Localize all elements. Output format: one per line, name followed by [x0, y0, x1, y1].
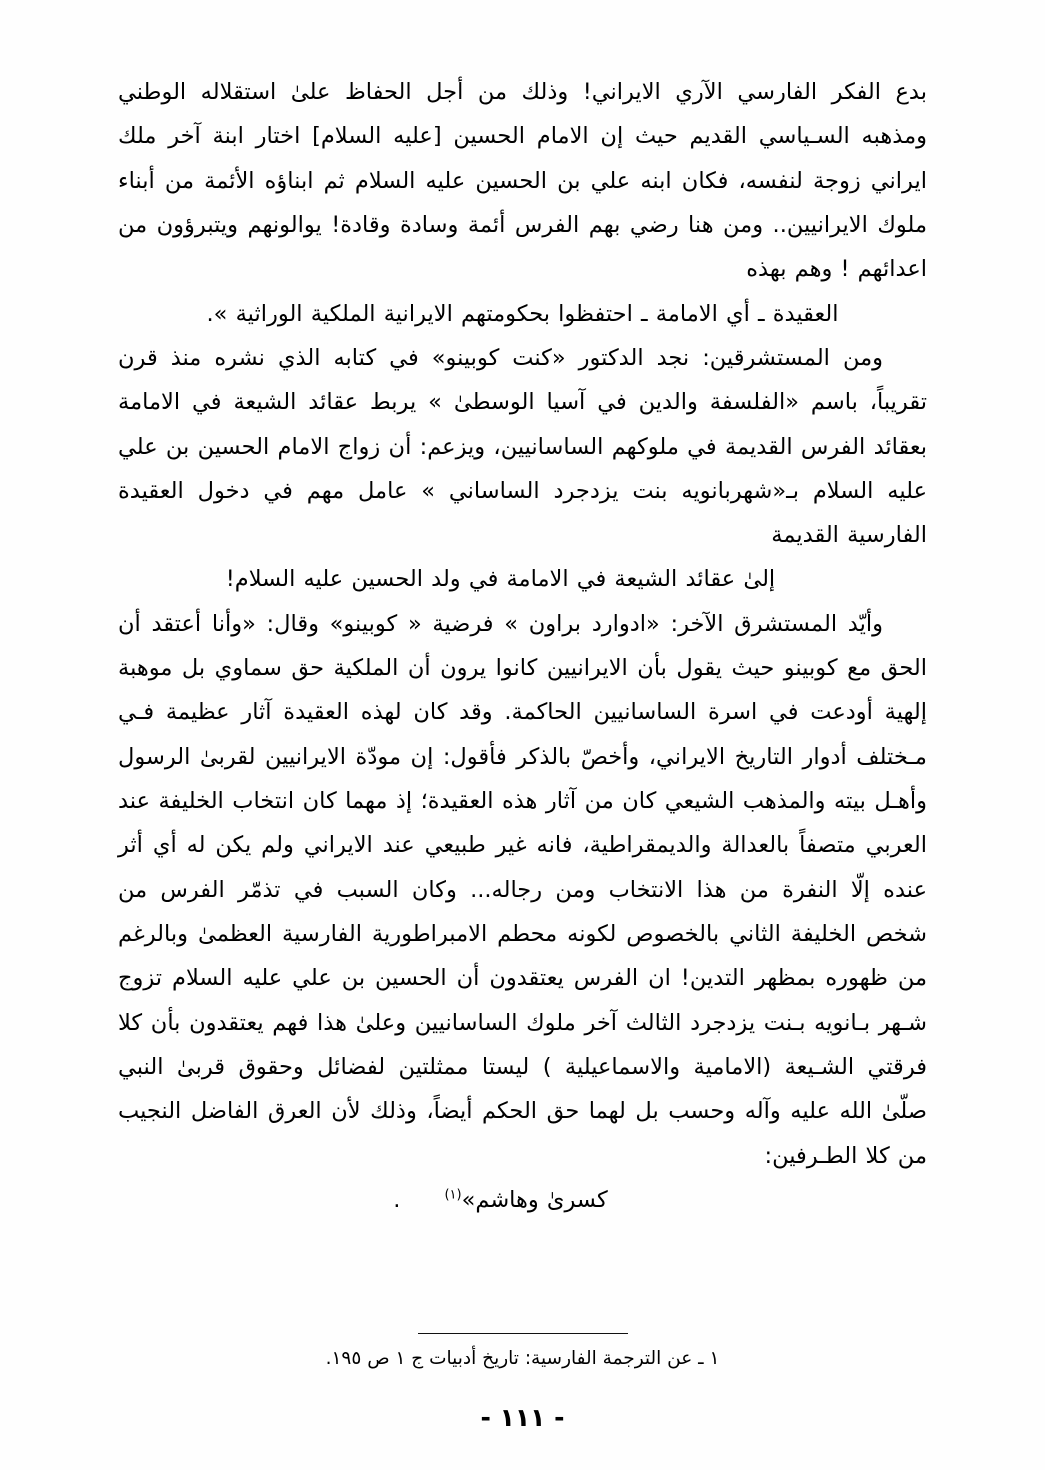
paragraph-1-text: بدع الفكر الفارسي الآري الايراني! وذلك من أجل الحفاظ علىٰ استقلاله الوطني ومذهبه السـياسي القديم حيث إن الامام الحسين [عليه السلام] اختار ابنة آخر ملك ايراني زوجة لنفسه، فكان ابنه علي بن الحسين عليه السلام ثم ابناؤه الأئمة من أبناء ملوك الايرانيين.. ومن هنا رضي بهم الفرس أئمة وسادة وقادة! يوالونهم ويتبرؤون من اعدائهم ! وهم بهذه: [118, 79, 927, 283]
page-body: [118, 70, 927, 1222]
footnote-divider: [418, 1333, 628, 1334]
paragraph-3-last-line: [118, 1178, 927, 1222]
paragraph-2: [118, 336, 927, 602]
footnote-text: ١ ـ عن الترجمة الفارسية: تاريخ أدبيات ج ١ ص ١٩٥.: [325, 1348, 720, 1370]
paragraph-1-last-line: العقيدة ـ أي الامامة ـ احتفظوا بحكومتهم الايرانية الملكية الوراثية ».: [206, 300, 839, 327]
paragraph-3: [118, 602, 927, 1222]
paragraph-2-text: ومن المستشرقين: نجد الدكتور «كنت كوبينو» في كتابه الذي نشره منذ قرن تقريباً، باسم «الفلسفة والدين في آسيا الوسطىٰ » يربط عقائد الشيعة في الامامة بعقائد الفرس القديمة في ملوكهم الساسانيين، ويزعم: أن زواج الامام الحسين بن علي عليه السلام بـ«شهربانويه بنت يزدجرد الساساني » عامل مهم في دخول العقيدة الفارسية القديمة: [118, 344, 927, 549]
paragraph-3-tail: .: [393, 1186, 401, 1213]
footnote-marker: (١): [444, 1187, 462, 1203]
paragraph-1: [118, 70, 927, 336]
page-number: - ١١١ -: [480, 1403, 565, 1432]
paragraph-2-last-line: إلىٰ عقائد الشيعة في الامامة في ولد الحسين عليه السلام!: [225, 566, 776, 593]
paragraph-3-text: وأيّد المستشرق الآخر: «ادوارد براون » فرضية « كوبينو» وقال: «وأنا أعتقد أن الحق مع كوبينو حيث يقول بأن الايرانيين كانوا يرون أن الملكية حق سماوي بل موهبة إلهية أودعت في اسرة الساسانيين الحاكمة. وقد كان لهذه العقيدة آثار عظيمة فـي مـختلف أدوار التاريخ الايراني، وأخصّ بالذكر فأقول: إن مودّة الايرانيين لقربىٰ الرسول وأهـل بيته والمذهب الشيعي كان من آثار هذه العقيدة؛ إذ مهما كان انتخاب الخليفة عند العربي متصفاً بالعدالة والديمقراطية، فانه غير طبيعي عند الايراني ولم يكن له أي أثر عنده إلّا النفرة من هذا الانتخاب ومن رجاله... وكان السبب في تذمّر الفرس من شخص الخليفة الثاني بالخصوص لكونه محطم الامبراطورية الفارسية العظمىٰ وبالرغم من ظهوره بمظهر التدين! ان الفرس يعتقدون أن الحسين بن علي عليه السلام تزوج شـهر بـانويه بـنت يزدجرد الثالث آخر ملوك الساسانيين وعلىٰ هذا فهم يعتقدون بأن كلا فرقتي الشـيعة (الامامية والاسماعيلية ) ليستا ممثلتين لفضائل وحقوق قربىٰ النبي صلّىٰ الله عليه وآله وحسب بل لهما حق الحكم أيضاً، وذلك لأن العرق الفاضل النجيب من كلا الطـرفين:: [118, 610, 927, 1169]
paragraph-3-last-line-text: كسرىٰ وهاشم»: [461, 1186, 608, 1213]
footnote-area: [118, 1333, 927, 1374]
